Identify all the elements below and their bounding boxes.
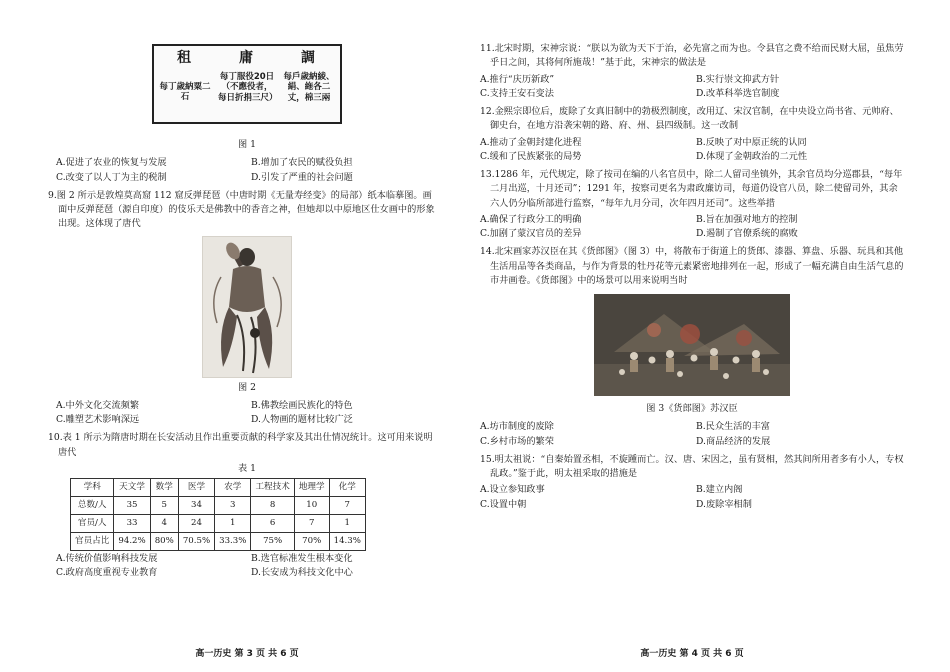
table-row: 官员占比 94.2% 80% 70.5% 33.3% 75% 70% 14.3% xyxy=(71,533,366,551)
q9-stem: 9.图 2 所示是敦煌莫高窟 112 窟反弹琵琶（中唐时期《无量寿经变》的局部）纸本临摹图。画面中反弹琵琶（源自印度）的伎乐天是佛教中的香音之神，但她却以中原地区仕女画中的形象出现。这体现了唐代 xyxy=(48,189,435,230)
q11-stem: 11.北宋时期，宋神宗说：“朕以为欲为天下于治，必先富之而为也。令县官之费不给而民财大屈，虽焦劳乎日之间，其将何所施哉！”基于此，宋神宗的做法是 xyxy=(480,43,904,69)
option[interactable]: B.实行崇文抑武方针 xyxy=(696,73,780,85)
option[interactable]: D.遏制了官僚系统的腐败 xyxy=(696,228,798,239)
q13-options xyxy=(480,213,904,242)
street-vendor-scene xyxy=(594,294,790,396)
option[interactable]: A.传统价值影响科技发展 xyxy=(56,553,158,564)
page-4 xyxy=(480,0,904,672)
q13-stem: 13.1286 年，元代规定，除了按司在编的八名官员中，除二人留司坐镇外，其余官员均分巡郡县，“每年二月出巡，十月还司”；1291 年，按察司更名为肃政廉访司，每道仍设官八员，除二使留司外，其余六人仍分临所部进行监察，“每年九月分司，次年四月还司”。这些举措 xyxy=(480,169,903,209)
page-4-footer: 高一历史 第 4 页 共 6 页 xyxy=(640,649,744,660)
q12-stem: 12.金熙宗即位后，废除了女真旧制中的勃极烈制度，改用辽、宋汉官制，在中央设立尚书省、元帅府、御史台，在地方沿袭宋朝的路、府、州、县四级制。这一改制 xyxy=(480,106,899,132)
option[interactable]: C.加剧了蒙汉官员的差异 xyxy=(480,228,582,239)
option[interactable]: A.中外文化交流频繁 xyxy=(56,399,140,411)
figure-1-caption: 图 1 xyxy=(238,139,256,150)
option[interactable]: D.体现了金朝政治的二元性 xyxy=(696,150,808,162)
figure-1-tax-board xyxy=(152,44,342,124)
q11-options xyxy=(480,73,904,102)
option[interactable]: A.促进了农业的恢复与发展 xyxy=(56,157,167,169)
figure-3-caption: 图 3《货郎图》苏汉臣 xyxy=(646,403,738,414)
option[interactable]: C.改变了以人丁为主的税制 xyxy=(56,171,167,183)
option[interactable]: B.反映了对中原正统的认同 xyxy=(696,136,807,148)
table-row: 官员/人 33 4 24 1 6 7 1 xyxy=(71,515,366,533)
figure-3-huolang-painting xyxy=(594,294,790,396)
table-1-scientists xyxy=(70,478,366,551)
table-row: 总数/人 35 5 34 3 8 10 7 xyxy=(71,497,366,515)
table-header-row: 学科 天文学 数学 医学 农学 工程技术 地理学 化学 xyxy=(71,479,366,497)
option[interactable]: A.推动了金朝封建化进程 xyxy=(480,136,582,148)
figure-2-caption: 图 2 xyxy=(238,381,256,393)
q15-stem: 15.明太祖说：“自秦始置丞相，不旋踵而亡。汉、唐、宋因之，虽有贤相，然其间所用者多有小人，专权乱政。”鉴于此，明太祖采取的措施是 xyxy=(480,453,904,479)
option[interactable]: C.缓和了民族紧张的局势 xyxy=(480,150,582,162)
option[interactable]: B.佛教绘画民族化的特色 xyxy=(251,399,353,411)
pipa-dancer-illustration xyxy=(203,237,291,377)
option[interactable]: A.推行“庆历新政” xyxy=(480,73,555,85)
option[interactable]: D.商品经济的发展 xyxy=(696,435,771,447)
q15-options xyxy=(480,483,904,512)
option[interactable]: B.旨在加强对地方的控制 xyxy=(696,213,798,225)
option[interactable]: D.长安成为科技文化中心 xyxy=(251,567,353,579)
figure-2-pipa-painting xyxy=(202,236,292,378)
option[interactable]: B.建立内阁 xyxy=(696,484,743,496)
q8-options xyxy=(56,156,438,185)
board-col-diao: 每戶歲納綾、絹、絁各二丈，棉三兩 xyxy=(283,71,335,103)
board-columns xyxy=(154,72,340,104)
board-col-zu: 每丁歲納粟二石 xyxy=(159,81,211,103)
option[interactable]: B.增加了农民的赋役负担 xyxy=(251,157,353,169)
q12-options xyxy=(480,136,904,165)
option[interactable]: A.确保了行政分工的明确 xyxy=(480,213,582,225)
option[interactable]: D.改革科举选官制度 xyxy=(696,87,780,99)
q10-options xyxy=(56,552,438,581)
q14-stem: 14.北宋画家苏汉臣在其《货郎图》（图 3）中，将散布于街道上的货郎、漆器、算盘、乐器、玩具和其他生活用品等各类商品，与作为背景的牡丹花等元素紧密地排列在一起，形成了一幅充满自由生活气息的市井画卷。《货郎图》中的场景可以用来说明当时 xyxy=(480,246,904,286)
board-col-yong: 每丁服役20日（不應役者，每日折捐三尺） xyxy=(218,71,278,103)
page-3-footer: 高一历史 第 3 页 共 6 页 xyxy=(195,649,299,660)
q9-options xyxy=(56,399,438,428)
option[interactable]: D.人物画的题材比较广泛 xyxy=(251,414,353,425)
option[interactable]: B.选官标准发生根本变化 xyxy=(251,553,353,564)
option[interactable]: D.引发了严重的社会问题 xyxy=(251,171,353,183)
q10-stem: 10.表 1 所示为隋唐时期在长安活动且作出重要贡献的科学家及其出仕情况统计。这可用来说明唐代 xyxy=(48,432,433,458)
page-3 xyxy=(48,0,438,672)
option[interactable]: A.设立参知政事 xyxy=(480,484,545,496)
option[interactable]: D.废除宰相制 xyxy=(696,498,752,510)
option[interactable]: C.雕塑艺术影响深远 xyxy=(56,414,140,425)
option[interactable]: B.民众生活的丰富 xyxy=(696,421,770,433)
option[interactable]: A.坊市制度的废除 xyxy=(480,421,554,433)
board-heading: 租 庸 調 xyxy=(177,50,317,66)
option[interactable]: C.乡村市场的繁荣 xyxy=(480,435,554,447)
option[interactable]: C.政府高度重视专业教育 xyxy=(56,567,158,579)
option[interactable]: C.设置中朝 xyxy=(480,498,527,510)
q14-options xyxy=(480,420,904,449)
table-1-title: 表 1 xyxy=(238,462,256,474)
option[interactable]: C.支持王安石变法 xyxy=(480,87,554,99)
